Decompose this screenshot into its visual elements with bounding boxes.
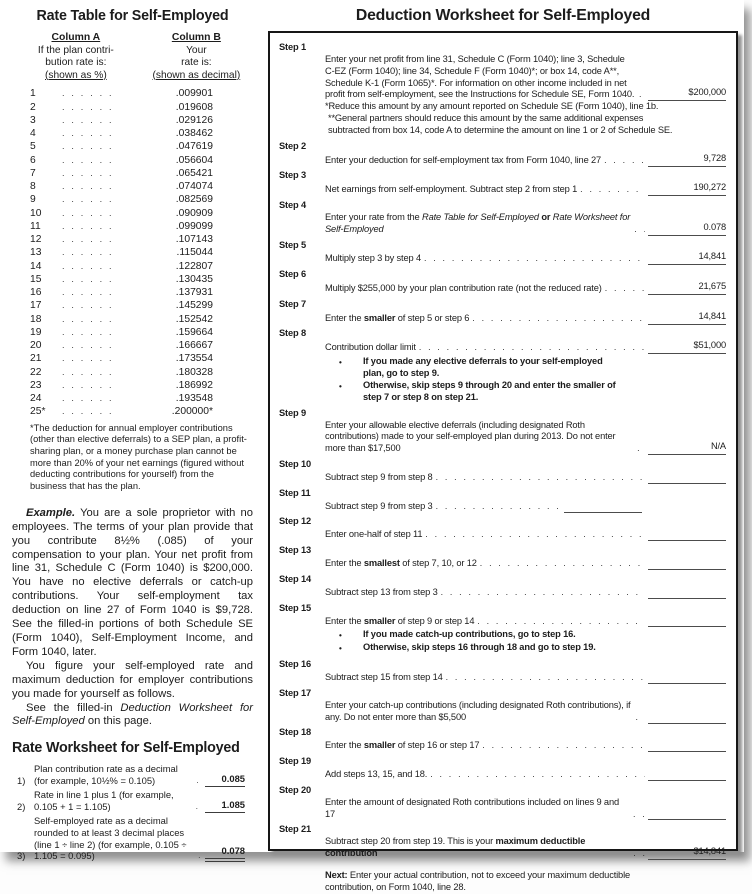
rate-worksheet-value-3: 0.078: [205, 845, 245, 862]
dot-leader: [469, 313, 645, 325]
rate-decimal: .038462: [175, 128, 213, 140]
rate-worksheet-line-3: 3) Self-employed rate as a decimal rounded to at least 3 decimal places (line 1 ÷ line 2) (for example, 0.105 ÷ 1.105 = 0.095) . . . 0.078: [12, 815, 253, 862]
rate-table-row: [12, 339, 253, 352]
step-8-instructions: • If you made any elective deferrals to your self-employed plan, go to step 9. • Otherwise, skip steps 9 through 20 and enter the smaller of step 7 or step 8 on step 21.: [339, 355, 616, 402]
dot-leader: [58, 246, 117, 258]
step-15-instructions: • If you made catch-up contributions, go to step 16. • Otherwise, skip steps 16 through 18 and go to step 19.: [339, 628, 596, 654]
rate-table-row: [12, 352, 253, 365]
step-19-value: [648, 768, 726, 781]
rate-decimal: .173554: [175, 353, 213, 365]
step-9-value: N/A: [648, 441, 726, 455]
dot-leader: [601, 155, 645, 167]
step-13-value: [648, 557, 726, 570]
dot-leader: [636, 89, 645, 101]
step-18-value: [648, 739, 726, 752]
dot-leader: [58, 326, 117, 338]
rate-decimal: .090909: [175, 207, 213, 219]
dot-leader: [58, 366, 117, 378]
example-paragraph-2: You figure your self-employed rate and maximum deduction for employer contributions you made for yourself as follows.: [12, 659, 253, 700]
rate-table-row: [12, 193, 253, 206]
step-5: Step 5 Multiply step 3 by step 4 . . . 14,841: [279, 240, 726, 266]
step-7: Step 7 Enter the smaller of step 5 or step 6 . . . 14,841: [279, 299, 726, 325]
rate-table-row: [12, 299, 253, 312]
plan-rate-percent: 5: [30, 141, 36, 153]
rate-decimal: .186992: [175, 379, 213, 391]
step-9: Step 9 Enter your allowable elective deferrals (including designated Roth contributions) made to your self-employed plan during 2013. Do not enter more than $17,500 . . . N/A: [279, 408, 726, 456]
step-2: Step 2 Enter your deduction for self-employment tax from Form 1040, line 27 . . . 9,728: [279, 141, 726, 167]
worksheet-title: Deduction Worksheet for Self-Employed: [355, 7, 651, 24]
step-14-value: [648, 586, 726, 599]
dot-leader: [196, 850, 202, 862]
rate-table-row: [12, 405, 253, 418]
rate-table-row: [12, 260, 253, 273]
rate-table-header: [12, 32, 253, 82]
dot-leader: [58, 167, 117, 179]
rate-decimal: .082569: [175, 194, 213, 206]
step-10-value: [648, 471, 726, 484]
dot-leader: [58, 127, 117, 139]
step-15: Step 15 Enter the smaller of step 9 or step 14 . . . • If you made catch-up contributions, go to step 16. • Otherwise, skip steps 16 through 18 and go to step 19.: [279, 603, 726, 656]
rate-table-row: [12, 366, 253, 379]
step-12: Step 12 Enter one-half of step 11 . . .: [279, 516, 726, 541]
dot-leader: [58, 114, 117, 126]
left-column: [12, 6, 253, 864]
example-paragraph-3: See the filled-in Deduction Worksheet for Self-Employed on this page.: [12, 701, 253, 728]
plan-rate-percent: 14: [30, 260, 42, 272]
plan-rate-percent: 6: [30, 154, 36, 166]
rate-decimal: .029126: [175, 114, 213, 126]
dot-leader: [438, 587, 645, 599]
dot-leader: [58, 339, 117, 351]
deduction-worksheet-box: [268, 31, 738, 892]
rate-worksheet-value-2: 1.085: [205, 799, 245, 813]
step-17: Step 17 Enter your catch-up contributions (including designated Roth contributions), if any. Do not enter more than $5,500 . . .: [279, 688, 726, 724]
plan-rate-percent: 15: [30, 273, 42, 285]
step-13: Step 13 Enter the smallest of step 7, 10, or 12 . . .: [279, 545, 726, 570]
rate-table-footnote: *The deduction for annual employer contributions (other than elective deferrals) to a SEP plan, a profit-sharing plan, or a money purchase plan cannot be more than 20% of your net earnings (figured without deducting contributions for yourself) from the business that has the plan.: [30, 422, 247, 492]
bullet-icon: •: [339, 630, 342, 640]
rate-table-row: [12, 154, 253, 167]
rate-table-rows: [12, 87, 253, 418]
rate-decimal: .159664: [175, 326, 213, 338]
rate-decimal: .009901: [175, 88, 213, 100]
dot-leader: [58, 193, 117, 205]
column-b-header: Column B Your rate is: (shown as decimal): [152, 32, 241, 81]
dot-leader: [634, 443, 645, 455]
dot-leader: [58, 140, 117, 152]
plan-rate-percent: 17: [30, 300, 42, 312]
step-1-footnote-2: **General partners should reduce this amount by the same additional expenses subtracted from box 14, code A to determine the amount on line 1 or 2 of Schedule SE.: [328, 113, 673, 136]
dot-leader: [58, 220, 117, 232]
rate-decimal: .137931: [175, 287, 213, 299]
dot-leader: [58, 392, 117, 404]
dot-leader: [58, 207, 117, 219]
bullet-icon: •: [339, 644, 342, 654]
rate-decimal: .166667: [175, 340, 213, 352]
step-1-value: $200,000: [648, 87, 726, 101]
dot-leader: [58, 154, 117, 166]
plan-rate-percent: 24: [30, 393, 42, 405]
plan-rate-percent: 25*: [30, 406, 46, 418]
dot-leader: [58, 233, 117, 245]
dot-leader: [58, 286, 117, 298]
dot-leader: [58, 405, 117, 417]
rate-table-row: [12, 140, 253, 153]
rate-table-row: [12, 326, 253, 339]
step-20-value: [648, 807, 726, 820]
rate-decimal: .200000*: [171, 406, 213, 418]
step-5-value: 14,841: [648, 251, 726, 265]
step-7-value: 14,841: [648, 311, 726, 325]
dot-leader: [58, 352, 117, 364]
rate-table-row: [12, 220, 253, 233]
dot-leader: [58, 87, 117, 99]
rate-decimal: .130435: [175, 273, 213, 285]
step-21: Step 21 Subtract step 20 from step 19. This is your maximum deductible contribution . . . $14,841: [279, 824, 726, 860]
rate-table-title: Rate Table for Self-Employed: [36, 8, 229, 24]
rate-decimal: .047619: [175, 141, 213, 153]
plan-rate-percent: 23: [30, 379, 42, 391]
plan-rate-percent: 13: [30, 247, 42, 259]
rate-table-row: [12, 207, 253, 220]
plan-rate-percent: 8: [30, 181, 36, 193]
step-12-value: [648, 528, 726, 541]
example-lead: Example.: [26, 506, 76, 519]
rate-worksheet-title: Rate Worksheet for Self-Employed: [12, 740, 240, 757]
step-11-value: [564, 500, 642, 513]
plan-rate-percent: 18: [30, 313, 42, 325]
plan-rate-percent: 19: [30, 326, 42, 338]
example-paragraph: Example. You are a sole proprietor with no employees. The terms of your plan provide that you contribute 8½% (.085) of your compensation to your plan. Your net profit from line 31, Schedule C (Form 1040) is $200,000. You have no elective deferrals or catch-up contributions. Your self-employment tax deduction on line 27 of Form 1040 is $9,728. See the filled-in portions of both Schedule SE (Form 1040), Self-Employment Income, and Form 1040, later.: [12, 506, 253, 658]
rate-table-row: [12, 246, 253, 259]
step-1-footnote-1: *Reduce this amount by any amount reported on Schedule SE (Form 1040), line 1b.: [325, 101, 659, 112]
rate-decimal: .074074: [175, 181, 213, 193]
step-20: Step 20 Enter the amount of designated Roth contributions included on lines 9 and 17 . . .: [279, 785, 726, 821]
step-19: Step 19 Add steps 13, 15, and 18. . . .: [279, 756, 726, 781]
rate-decimal: .019608: [175, 101, 213, 113]
column-a-header: Column A If the plan contri- bution rate is: (shown as %): [37, 32, 114, 81]
plan-rate-percent: 1: [30, 88, 36, 100]
next-instruction: Next: Enter your actual contribution, not to exceed your maximum deductible contribution, on Form 1040, line 28.: [325, 869, 631, 892]
bullet-icon: •: [339, 357, 342, 367]
step-3-value: 190,272: [648, 182, 726, 196]
rate-decimal: .122807: [175, 260, 213, 272]
step-8-value: $51,000: [648, 340, 726, 354]
dot-leader: [443, 672, 645, 684]
dot-leader: [433, 472, 645, 484]
plan-rate-percent: 7: [30, 167, 36, 179]
dot-leader: [194, 775, 202, 787]
rate-decimal: .180328: [175, 366, 213, 378]
rate-worksheet-line-2: 2) Rate in line 1 plus 1 (for example, 0.105 + 1 = 1.105) . . . 1.085: [12, 789, 253, 812]
step-1: Step 1 Enter your net profit from line 31, Schedule C (Form 1040); line 3, Schedule C-EZ (Form 1040); line 34, Schedule F (Form 1040)*; or box 14, code A**, Schedule K-1 (Form 1065)*. For information on other income included in net profit from self-employment, see the Instructions for Schedule SE, Form 1040. . . . $200,000 *Reduce this amount by any amount reported on Schedule SE (Form 1040), line 1b. **General partners should reduce this amount by the same additional expenses subtracted from box 14, code A to determine the amount on line 1 or 2 of Schedule SE.: [279, 42, 726, 137]
plan-rate-percent: 12: [30, 234, 42, 246]
step-21-value: $14,841: [648, 846, 726, 860]
step-6-value: 21,675: [648, 281, 726, 295]
step-4: Step 4 Enter your rate from the Rate Table for Self-Employed or Rate Worksheet for Self-Employed . . . 0.078: [279, 200, 726, 236]
rate-decimal: .099099: [175, 220, 213, 232]
rate-decimal: .152542: [175, 313, 213, 325]
bullet-icon: •: [339, 382, 342, 392]
dot-leader: [602, 283, 645, 295]
dot-leader: [422, 529, 645, 541]
rate-table-row: [12, 313, 253, 326]
dot-leader: [631, 224, 645, 236]
rate-table-row: [12, 87, 253, 100]
step-16-value: [648, 671, 726, 684]
plan-rate-percent: 22: [30, 366, 42, 378]
dot-leader: [630, 809, 645, 821]
rate-table-row: [12, 233, 253, 246]
dot-leader: [58, 313, 117, 325]
step-8: Step 8 Contribution dollar limit . . . $51,000 • If you made any elective deferrals to your self-employed plan, go to step 9. • Otherwise, skip steps 9 through 20 and enter the smaller of step 7 or step 8 on step 21.: [279, 328, 726, 403]
dot-leader: [421, 253, 645, 265]
dot-leader: [58, 379, 117, 391]
dot-leader: [427, 769, 645, 781]
rate-decimal: .193548: [175, 393, 213, 405]
step-11: Step 11 Subtract step 9 from step 3 . . .: [279, 488, 726, 513]
plan-rate-percent: 2: [30, 101, 36, 113]
dot-leader: [416, 342, 645, 354]
step-17-value: [648, 711, 726, 724]
rate-table-row: [12, 379, 253, 392]
step-6: Step 6 Multiply $255,000 by your plan contribution rate (not the reduced rate) . . . 21,675: [279, 269, 726, 295]
rate-decimal: .056604: [175, 154, 213, 166]
plan-rate-percent: 3: [30, 114, 36, 126]
dot-leader: [58, 260, 117, 272]
step-10: Step 10 Subtract step 9 from step 8 . . .: [279, 459, 726, 484]
rate-decimal: .107143: [175, 234, 213, 246]
plan-rate-percent: 10: [30, 207, 42, 219]
rate-decimal: .145299: [175, 300, 213, 312]
dot-leader: [58, 273, 117, 285]
plan-rate-percent: 20: [30, 340, 42, 352]
example-section: [12, 507, 253, 730]
rate-decimal: .115044: [176, 247, 213, 259]
rate-table-row: [12, 127, 253, 140]
step-3: Step 3 Net earnings from self-employment. Subtract step 2 from step 1 . . . 190,272: [279, 170, 726, 196]
step-16: Step 16 Subtract step 15 from step 14 . . .: [279, 659, 726, 684]
rate-table-row: [12, 167, 253, 180]
rate-worksheet-value-1: 0.085: [205, 773, 245, 787]
dot-leader: [477, 558, 645, 570]
dot-leader: [630, 848, 645, 860]
step-18: Step 18 Enter the smaller of step 16 or step 17 . . .: [279, 727, 726, 752]
rate-table-row: [12, 114, 253, 127]
plan-rate-percent: 21: [30, 353, 42, 365]
dot-leader: [633, 712, 645, 724]
rate-table-row: [12, 101, 253, 114]
rate-table-row: [12, 392, 253, 405]
dot-leader: [433, 501, 561, 513]
step-15-value: [648, 614, 726, 627]
plan-rate-percent: 11: [30, 220, 41, 232]
rate-table-row: [12, 180, 253, 193]
dot-leader: [479, 740, 645, 752]
rate-worksheet-line-1: 1) Plan contribution rate as a decimal (for example, 10½% = 0.105) . . . 0.085: [12, 763, 253, 786]
dot-leader: [58, 101, 117, 113]
rate-decimal: .065421: [175, 167, 213, 179]
dot-leader: [194, 801, 202, 813]
step-2-value: 9,728: [648, 153, 726, 167]
dot-leader: [474, 616, 645, 628]
step-14: Step 14 Subtract step 13 from step 3 . . .: [279, 574, 726, 599]
plan-rate-percent: 4: [30, 128, 36, 140]
dot-leader: [577, 184, 645, 196]
rate-table-row: [12, 286, 253, 299]
plan-rate-percent: 9: [30, 194, 36, 206]
dot-leader: [58, 299, 117, 311]
plan-rate-percent: 16: [30, 287, 42, 299]
step-4-value: 0.078: [648, 222, 726, 236]
rate-table-row: [12, 273, 253, 286]
dot-leader: [58, 180, 117, 192]
